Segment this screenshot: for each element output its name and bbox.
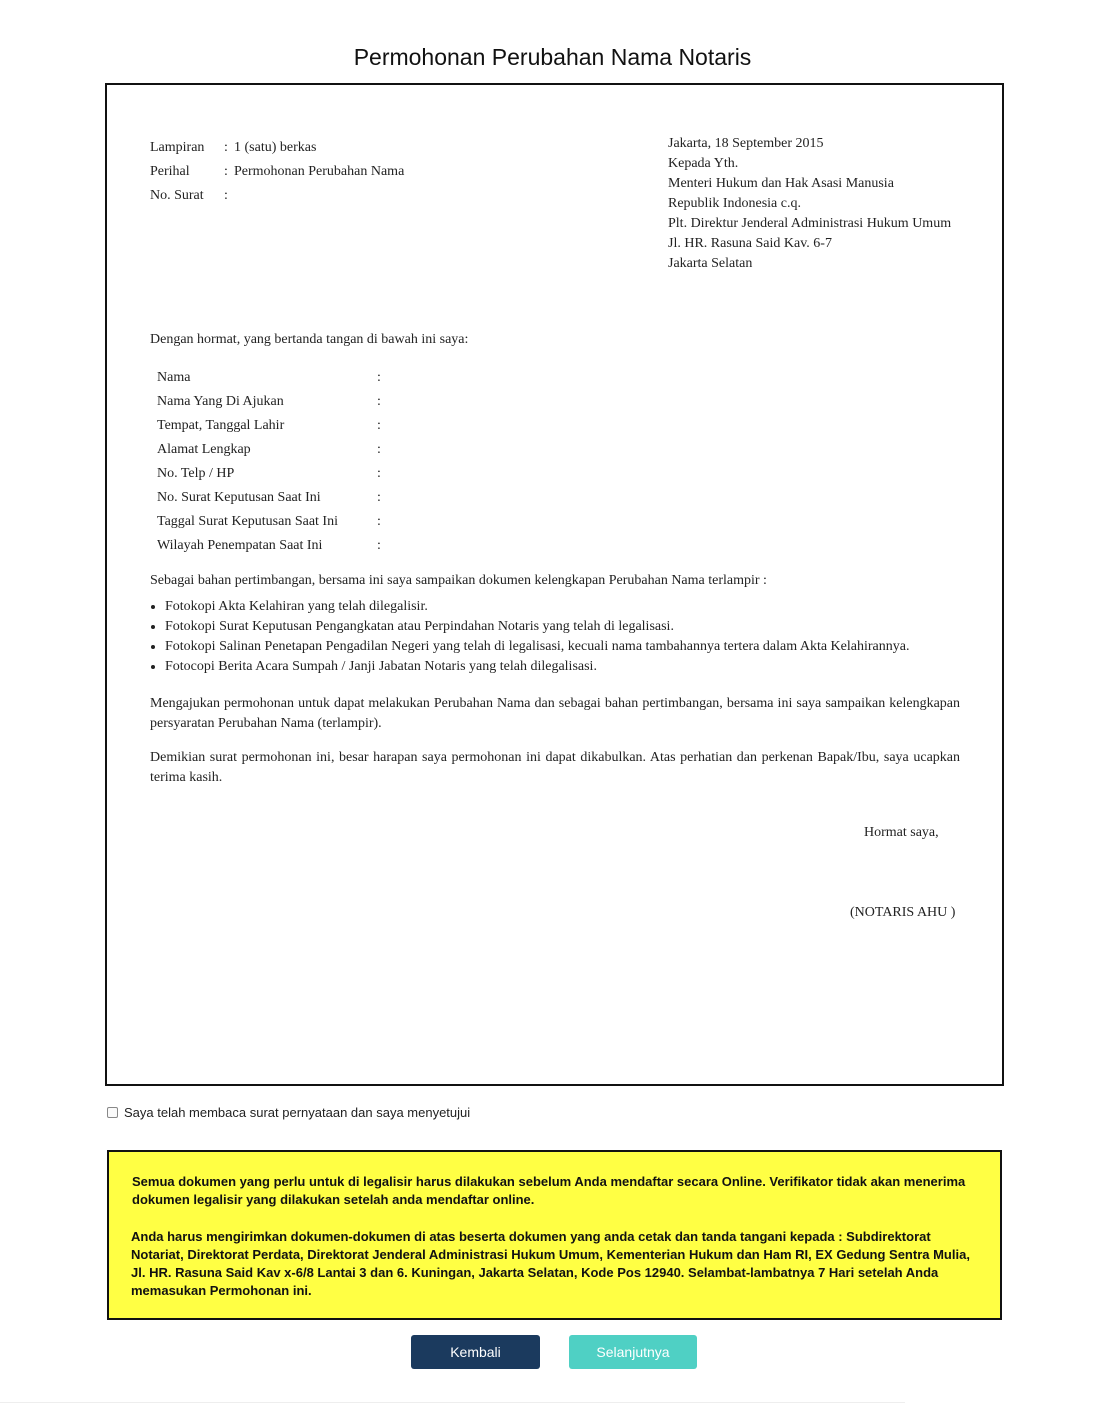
next-button[interactable]: Selanjutnya [569, 1335, 697, 1369]
signature-name: (NOTARIS AHU ) [850, 905, 956, 920]
meta-colon: : [224, 164, 228, 179]
recipient-line: Jakarta Selatan [668, 256, 753, 271]
field-row [157, 366, 381, 390]
request-paragraph: Mengajukan permohonan untuk dapat melakukan Perubahan Nama dan sebagai bahan pertimbangan, bersama ini saya sampaikan kelengkapan persyaratan Perubahan Nama (terlampir). [150, 696, 960, 731]
list-item: • Fotokopi Akta Kelahiran yang telah dilegalisir. [165, 597, 909, 617]
field-row [157, 438, 381, 462]
recipient-line: Kepada Yth. [668, 156, 739, 171]
letter-meta [150, 136, 404, 208]
page-title: Permohonan Perubahan Nama Notaris [353, 44, 752, 70]
list-item: • Fotocopi Berita Acara Sumpah / Janji Jabatan Notaris yang telah dilegalisasi. [165, 657, 909, 677]
field-label: Nama [157, 370, 191, 385]
field-row [157, 510, 381, 534]
field-row [157, 534, 381, 558]
notice-paragraph: Anda harus mengirimkan dokumen-dokumen di atas beserta dokumen yang anda cetak dan tanda tangani kepada : Subdirektorat Notariat, Direktorat Perdata, Direktorat Jenderal Administrasi Hukum Umum, Kementerian Hukum dan Ham RI, EX Gedung Sentra Mulia, Jl. HR. Rasuna Said Kav x-6/8 Lantai 3 dan 6. Kuningan, Jakarta Selatan, Kode Pos 12940. Selambat-lambatnya 7 Hari setelah Anda memasukan Permohonan ini. [131, 1229, 970, 1298]
recipient-line: Menteri Hukum dan Hak Asasi Manusia [668, 176, 894, 191]
meta-value: 1 (satu) berkas [234, 140, 317, 155]
field-colon: : [377, 394, 381, 409]
meta-label: Lampiran [150, 140, 205, 155]
documents-intro: Sebagai bahan pertimbangan, bersama ini saya sampaikan dokumen kelengkapan Perubahan Nama terlampir : [150, 573, 767, 588]
field-label: Taggal Surat Keputusan Saat Ini [157, 514, 338, 529]
recipient-line: Jl. HR. Rasuna Said Kav. 6-7 [668, 236, 832, 251]
meta-colon: : [224, 188, 228, 203]
field-colon: : [377, 466, 381, 481]
closing-paragraph: Demikian surat permohonan ini, besar harapan saya permohonan ini dapat dikabulkan. Atas perhatian dan perkenan Bapak/Ibu, saya ucapkan terima kasih. [150, 750, 960, 785]
field-colon: : [377, 490, 381, 505]
field-row [157, 390, 381, 414]
meta-row-perihal [150, 160, 404, 184]
field-label: Nama Yang Di Ajukan [157, 394, 284, 409]
letter-document [105, 83, 1004, 1086]
field-colon: : [377, 514, 381, 529]
back-button[interactable]: Kembali [411, 1335, 540, 1369]
meta-colon: : [224, 140, 228, 155]
field-colon: : [377, 370, 381, 385]
applicant-fields [157, 366, 381, 558]
agreement-checkbox[interactable] [107, 1107, 118, 1118]
divider [0, 1402, 905, 1403]
field-colon: : [377, 418, 381, 433]
notice-box [107, 1150, 1002, 1320]
agreement-label: Saya telah membaca surat pernyataan dan saya menyetujui [124, 1105, 471, 1120]
notice-paragraph: Semua dokumen yang perlu untuk di legalisir harus dilakukan sebelum Anda mendaftar secara Online. Verifikator tidak akan menerima dokumen legalisir yang dilakukan setelah anda mendaftar online. [132, 1174, 966, 1207]
documents-list [150, 597, 909, 677]
field-colon: : [377, 538, 381, 553]
field-colon: : [377, 442, 381, 457]
meta-label: No. Surat [150, 188, 204, 203]
recipient-block [668, 134, 951, 274]
list-item: • Fotokopi Salinan Penetapan Pengadilan Negeri yang telah di legalisasi, kecuali nama tambahannya tertera dalam Akta Kelahirannya. [165, 637, 909, 657]
meta-value: Permohonan Perubahan Nama [234, 164, 405, 179]
field-row [157, 414, 381, 438]
meta-label: Perihal [150, 164, 190, 179]
recipient-line: Plt. Direktur Jenderal Administrasi Hukum Umum [668, 216, 952, 231]
letter-date: Jakarta, 18 September 2015 [668, 136, 824, 151]
field-label: Alamat Lengkap [157, 442, 251, 457]
recipient-line: Republik Indonesia c.q. [668, 196, 801, 211]
field-label: No. Surat Keputusan Saat Ini [157, 490, 321, 505]
field-label: Wilayah Penempatan Saat Ini [157, 538, 323, 553]
greeting-text: Dengan hormat, yang bertanda tangan di bawah ini saya: [150, 332, 469, 347]
list-item: • Fotokopi Surat Keputusan Pengangkatan atau Perpindahan Notaris yang telah di legalisasi. [165, 617, 909, 637]
meta-row-lampiran [150, 136, 404, 160]
agreement-checkbox-row[interactable] [107, 1105, 470, 1120]
closing-salutation: Hormat saya, [864, 825, 939, 840]
field-label: Tempat, Tanggal Lahir [157, 418, 285, 433]
field-row [157, 462, 381, 486]
field-label: No. Telp / HP [157, 466, 235, 481]
field-row [157, 486, 381, 510]
meta-row-no-surat [150, 184, 404, 208]
